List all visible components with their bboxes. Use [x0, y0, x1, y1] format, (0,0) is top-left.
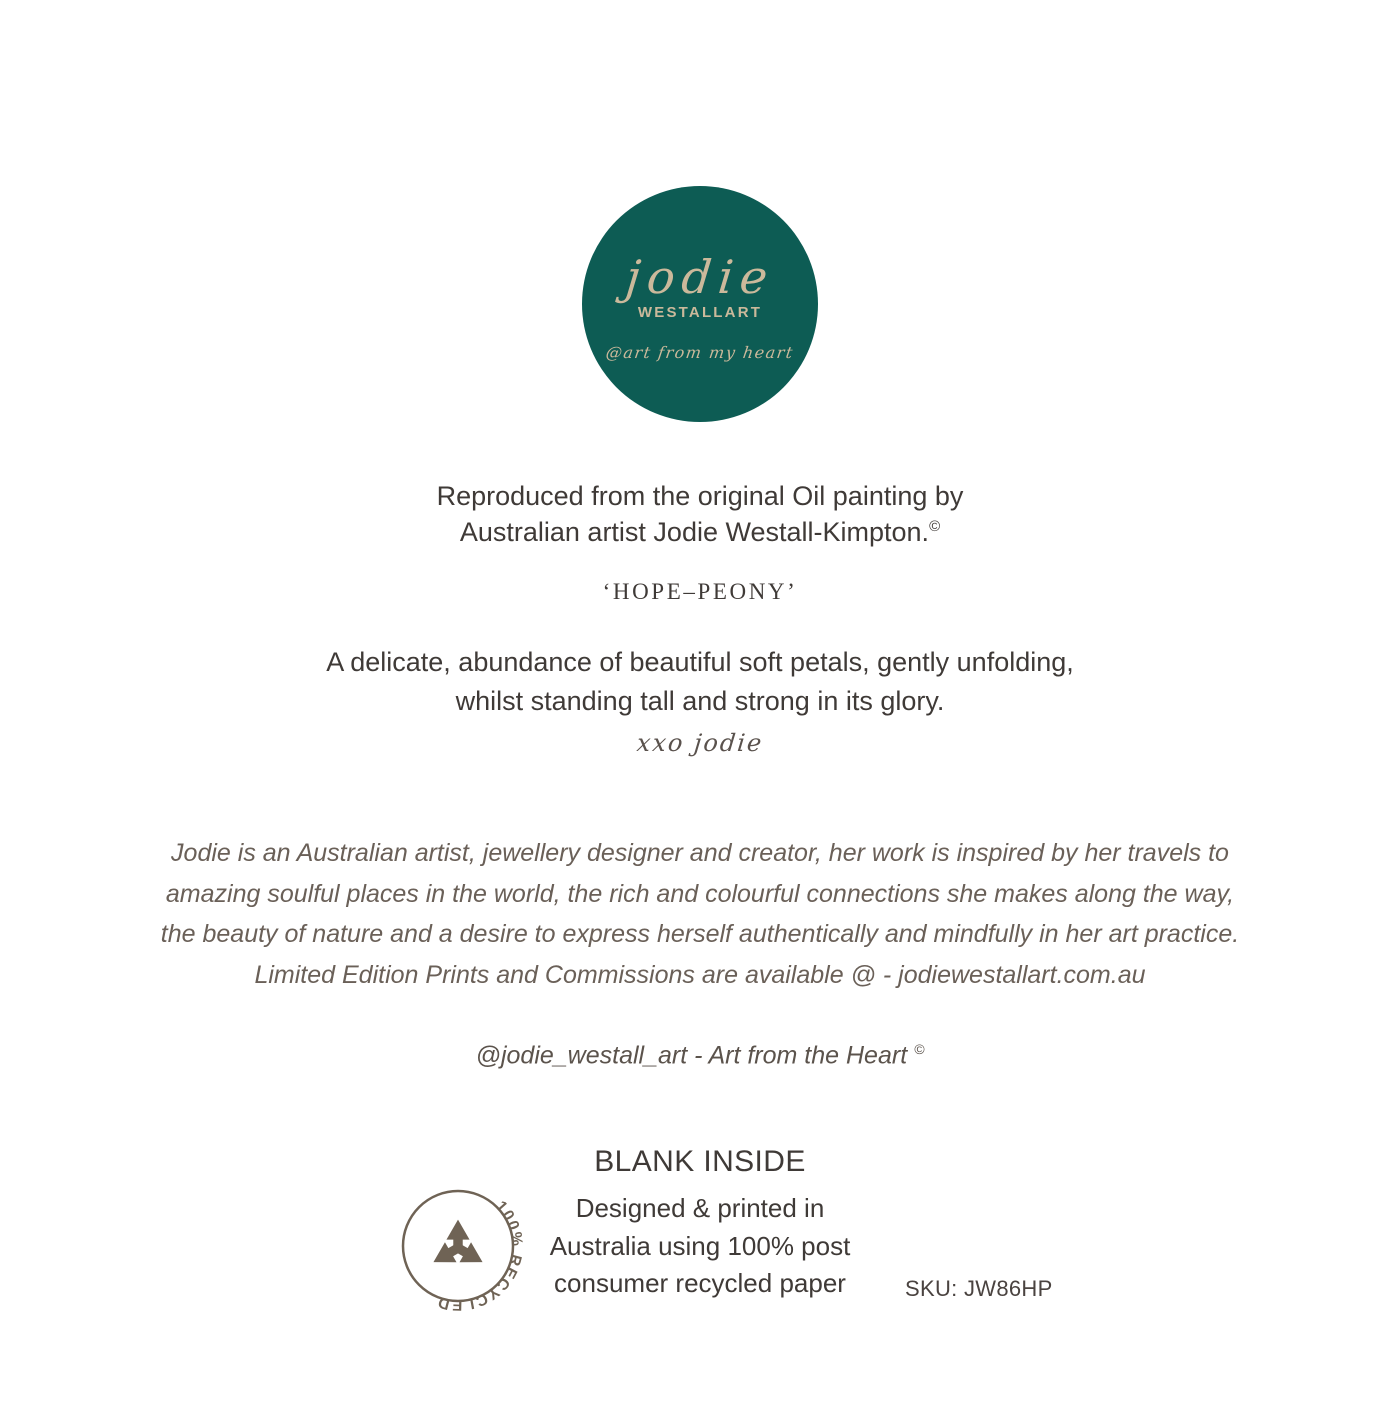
brand-logo [582, 186, 818, 422]
print-info-line-2: Australia using 100% post [549, 1230, 851, 1261]
brand-script-text: jodie [622, 250, 778, 304]
footer-block [0, 1128, 1400, 1328]
artist-signature: xxo jodie [635, 729, 765, 758]
description-line-1: A delicate, abundance of beautiful soft petals, gently unfolding, [326, 646, 1074, 677]
print-info-line-3: consumer recycled paper [554, 1268, 846, 1299]
copyright-icon-2: © [914, 1041, 925, 1058]
reproduction-line-1: Reproduced from the original Oil painting by [436, 481, 964, 511]
brand-subtitle-text: WESTALLART [637, 304, 763, 321]
description-line-2: whilst standing tall and strong in its glory. [455, 686, 945, 717]
social-handle [476, 1041, 925, 1070]
bio-line-2: amazing soulful places in the world, the rich and colourful connections she makes along the way, [165, 879, 1235, 908]
artwork-description [326, 643, 1074, 721]
bio-line-4: Limited Edition Prints and Commissions are available @ - jodiewestallart.com.au [254, 960, 1146, 989]
reproduction-statement [437, 478, 964, 551]
social-handle-text: @jodie_westall_art - Art from the Heart [475, 1041, 915, 1070]
brand-tagline-text: @art from my heart [604, 343, 796, 362]
reproduction-line-2: Australian artist Jodie Westall-Kimpton. [459, 517, 930, 548]
print-info-line-1: Designed & printed in [575, 1193, 825, 1223]
sku-label: SKU: JW86HP [905, 1276, 1053, 1301]
bio-line-3: the beauty of nature and a desire to express herself authentically and mindfully in her art practice. [160, 920, 1240, 949]
svg-text:100% RECYCLED: 100% RECYCLED [435, 1197, 526, 1314]
copyright-icon: © [929, 518, 941, 536]
blank-inside-label: BLANK INSIDE [594, 1145, 806, 1178]
artwork-title: ‘HOPE–PEONY’ [602, 578, 798, 604]
reproduction-line-2-wrap [437, 514, 964, 550]
bio-line-1: Jodie is an Australian artist, jewellery designer and creator, her work is inspired by her travels to [171, 839, 1229, 868]
recycled-badge [388, 1176, 528, 1316]
artist-bio [110, 833, 1290, 995]
